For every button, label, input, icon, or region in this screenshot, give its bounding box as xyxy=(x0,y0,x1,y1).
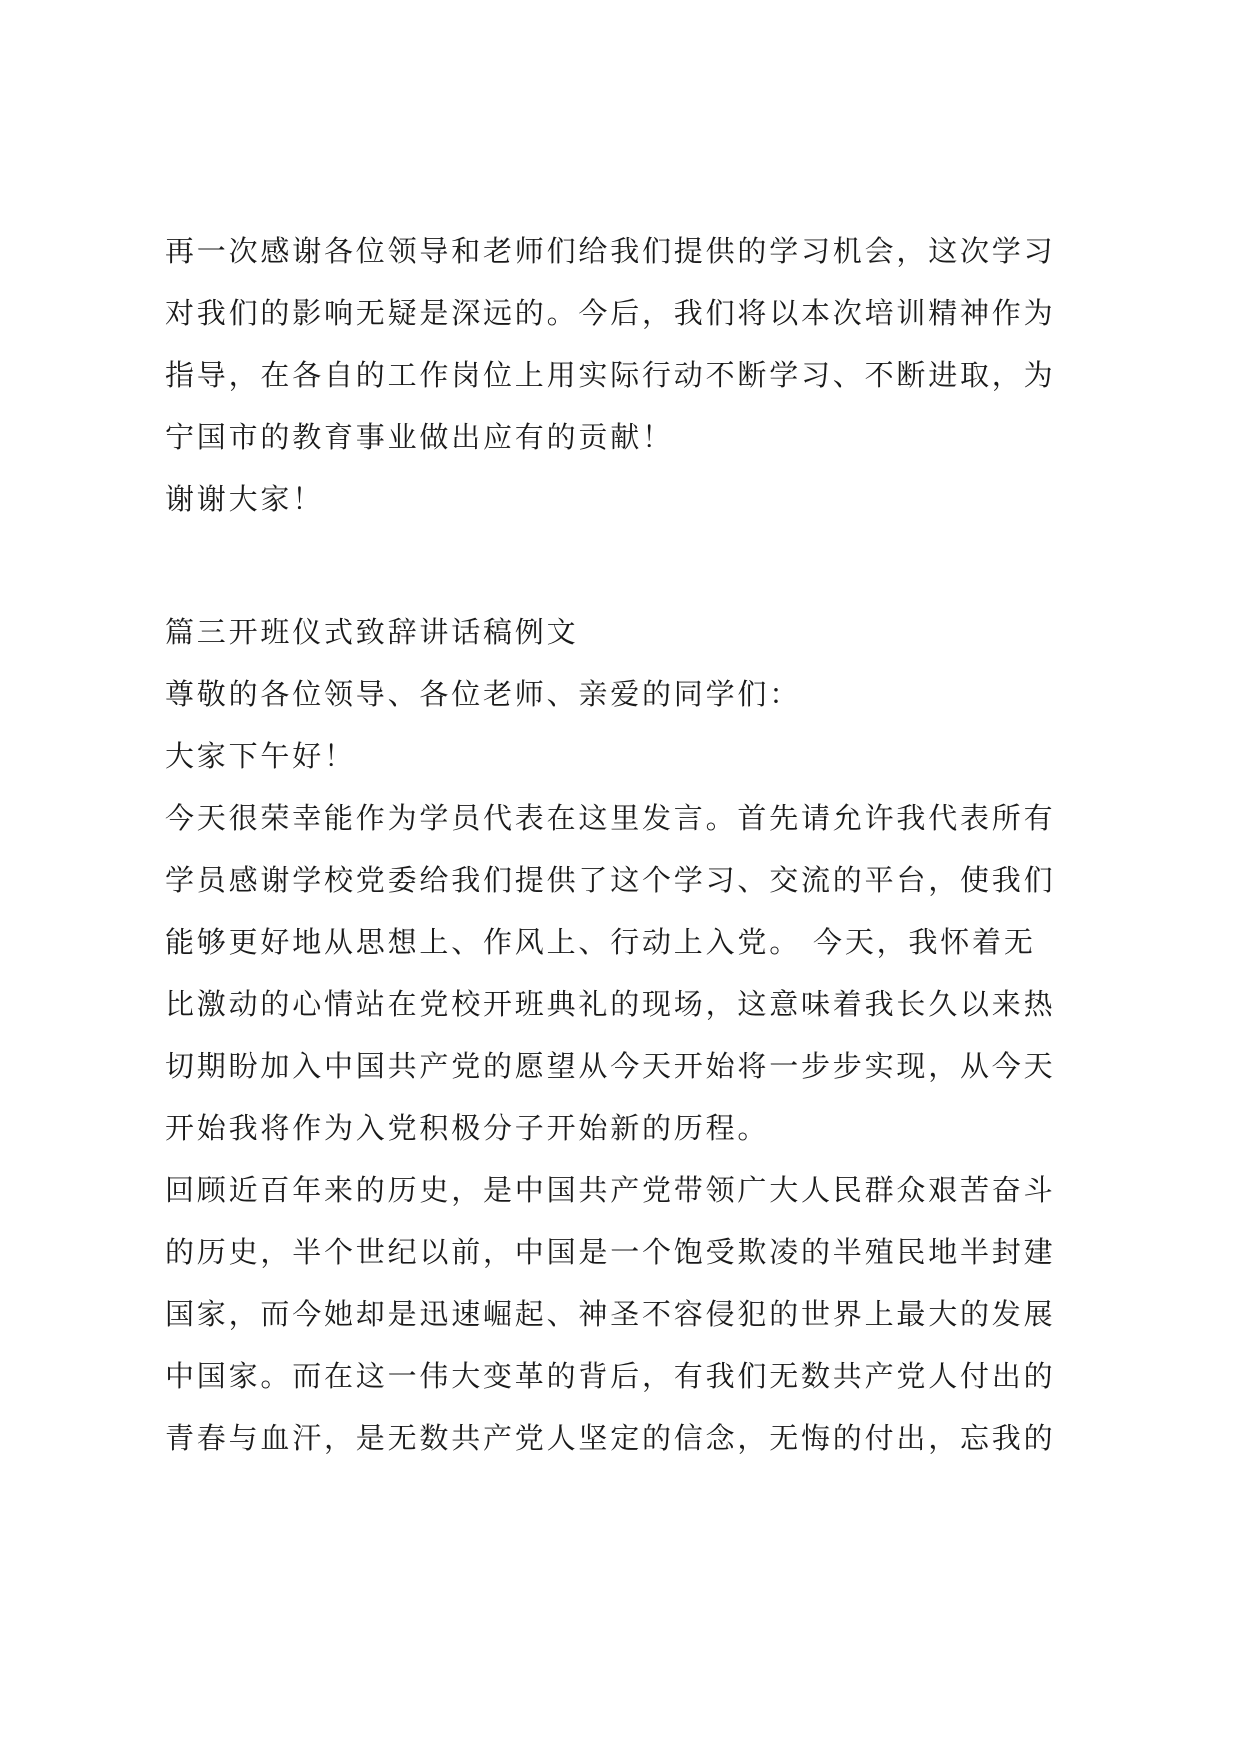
text-line: 中国家。而在这一伟大变革的背后，有我们无数共产党人付出的 xyxy=(165,1359,1056,1393)
text-line: 的历史，半个世纪以前，中国是一个饱受欺凌的半殖民地半封建 xyxy=(165,1235,1056,1269)
section-title: 篇三开班仪式致辞讲话稿例文 xyxy=(165,615,579,649)
text-line: 回顾近百年来的历史，是中国共产党带领广大人民群众艰苦奋斗 xyxy=(165,1173,1056,1207)
text-line: 学员感谢学校党委给我们提供了这个学习、交流的平台，使我们 xyxy=(165,863,1056,897)
section-gap xyxy=(165,530,1095,601)
text-line: 谢谢大家！ xyxy=(165,482,325,516)
text-line: 指导，在各自的工作岗位上用实际行动不断学习、不断进取，为 xyxy=(165,358,1056,392)
text-line: 再一次感谢各位领导和老师们给我们提供的学习机会，这次学习 xyxy=(165,234,1056,268)
text-line: 切期盼加入中国共产党的愿望从今天开始将一步步实现，从今天 xyxy=(165,1049,1056,1083)
text-line: 青春与血汗，是无数共产党人坚定的信念，无悔的付出，忘我的 xyxy=(165,1421,1056,1455)
text-line: 宁国市的教育事业做出应有的贡献！ xyxy=(165,420,674,454)
text-line: 今天很荣幸能作为学员代表在这里发言。首先请允许我代表所有 xyxy=(165,801,1056,835)
text-line: 国家，而今她却是迅速崛起、神圣不容侵犯的世界上最大的发展 xyxy=(165,1297,1056,1331)
salutation: 尊敬的各位领导、各位老师、亲爱的同学们： xyxy=(165,677,802,711)
text-line: 开始我将作为入党积极分子开始新的历程。 xyxy=(165,1111,770,1145)
document-body xyxy=(165,220,1095,1469)
text-line: 比激动的心情站在党校开班典礼的现场，这意味着我长久以来热 xyxy=(165,987,1056,1021)
text-line: 能够更好地从思想上、作风上、行动上入党。 今天，我怀着无 xyxy=(165,925,1036,959)
greeting: 大家下午好！ xyxy=(165,739,356,773)
text-line: 对我们的影响无疑是深远的。今后，我们将以本次培训精神作为 xyxy=(165,296,1056,330)
